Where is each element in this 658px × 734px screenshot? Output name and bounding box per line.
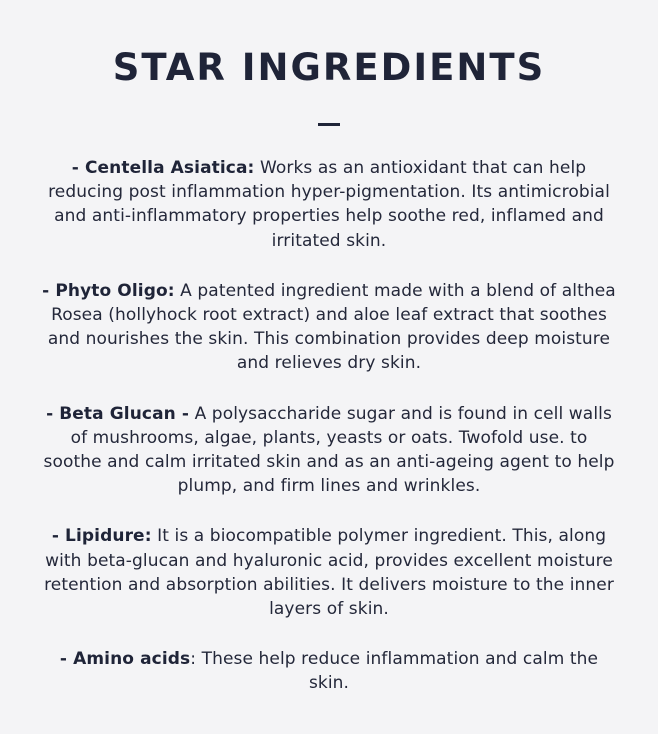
ingredient-name: - Phyto Oligo: [42, 280, 175, 301]
ingredient-phyto-oligo [42, 279, 616, 376]
ingredient-name: - Beta Glucan - [46, 403, 190, 424]
ingredient-description: A polysaccharide sugar and is found in cell walls of mushrooms, algae, plants, yeasts or oats. Twofold use. to soothe and calm irritated skin and as an anti-ageing agent to help plump, and firm lines and wrinkles. [43, 403, 615, 497]
ingredient-description: Works as an antioxidant that can help reducing post inflammation hyper-pigmentation. Its antimicrobial and anti-inflammatory properties help soothe red, inflamed and irritated skin. [48, 158, 610, 251]
ingredient-centella-asiatica [42, 156, 616, 253]
ingredient-description: : These help reduce inflammation and calm the skin. [190, 649, 599, 694]
ingredient-description: It is a biocompatible polymer ingredient. This, along with beta-glucan and hyaluronic acid, provides excellent moisture retention and absorption abilities. It delivers moisture to the inner layers of skin. [44, 526, 614, 620]
ingredient-beta-glucan [42, 402, 616, 499]
page-title: STAR INGREDIENTS [112, 46, 546, 89]
title-divider [318, 123, 340, 126]
ingredient-name: - Lipidure: [51, 526, 152, 547]
ingredient-list [0, 156, 658, 696]
ingredient-lipidure [42, 524, 616, 621]
ingredient-amino-acids [42, 647, 616, 695]
ingredient-description: A patented ingredient made with a blend of althea Rosea (hollyhock root extract) and aloe leaf extract that soothes and nourishes the skin. This combination provides deep moisture and relieves dry skin. [47, 280, 616, 374]
ingredient-name: - Centella Asiatica: [71, 158, 255, 178]
ingredient-name: - Amino acids [59, 649, 191, 670]
